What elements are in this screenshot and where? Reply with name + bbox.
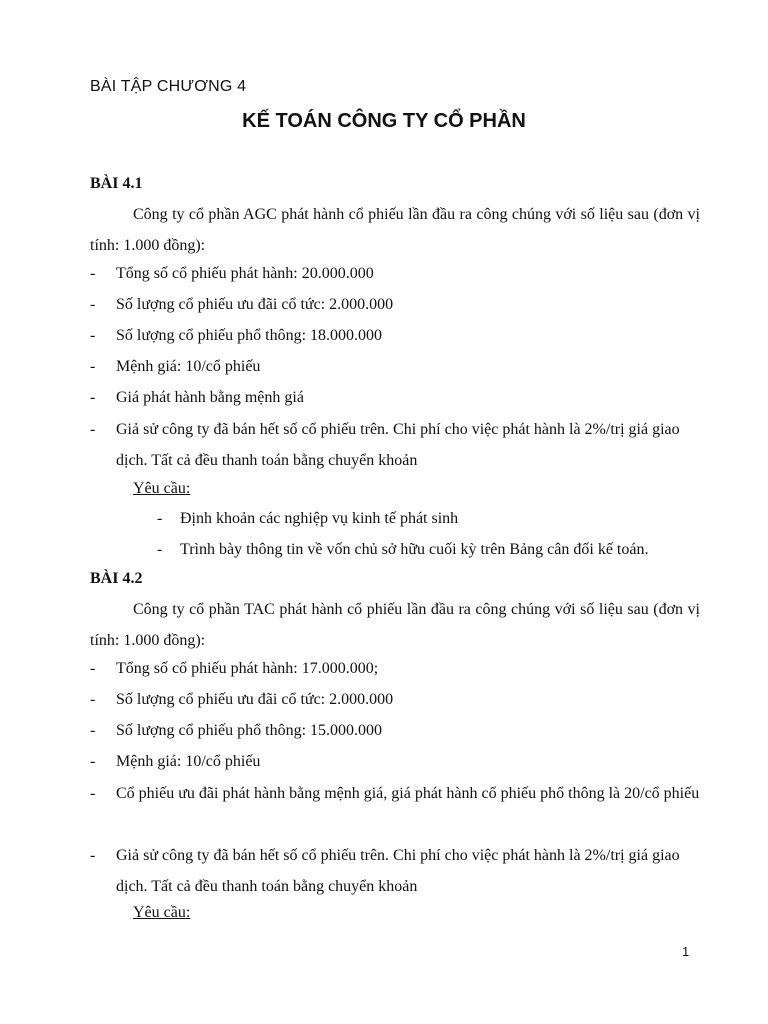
bullet-dash: - bbox=[90, 358, 96, 375]
list-item: - Số lượng cổ phiếu ưu đãi cổ tức: 2.000.000 bbox=[90, 684, 700, 715]
requirement-label-4-2: Yêu cầu: bbox=[133, 904, 191, 921]
list-item: - Tổng số cổ phiếu phát hành: 17.000.000; bbox=[90, 653, 700, 684]
bullet-dash: - bbox=[90, 722, 96, 739]
list-item: - Số lượng cổ phiếu ưu đãi cổ tức: 2.000.000 bbox=[90, 289, 700, 320]
bullet-dash: - bbox=[90, 296, 96, 313]
bullet-dash: - bbox=[90, 785, 96, 802]
document-title: KẾ TOÁN CÔNG TY CỔ PHẦN bbox=[242, 110, 526, 132]
section-heading-4-2: BÀI 4.2 bbox=[90, 570, 143, 587]
bullet-dash: - bbox=[90, 847, 96, 864]
bullet-dash: - bbox=[90, 753, 96, 770]
list-item: - Giá phát hành bằng mệnh giá bbox=[90, 382, 700, 413]
list-item: - Mệnh giá: 10/cổ phiếu bbox=[90, 746, 700, 777]
bullet-dash: - bbox=[90, 327, 96, 344]
requirement-item: - Trình bày thông tin về vốn chủ sở hữu cuối kỳ trên Bảng cân đối kế toán. bbox=[157, 534, 717, 565]
chapter-label: BÀI TẬP CHƯƠNG 4 bbox=[90, 78, 247, 95]
list-item: - Giả sử công ty đã bán hết số cổ phiếu trên. Chi phí cho việc phát hành là 2%/trị giá giao dịch. Tất cả đều thanh toán bằng chuyển khoản bbox=[90, 414, 700, 476]
section-intro-4-1: Công ty cổ phần AGC phát hành cổ phiếu lần đầu ra công chúng với số liệu sau (đơn vị tính: 1.000 đồng): bbox=[90, 206, 700, 254]
list-item: - Giả sử công ty đã bán hết số cổ phiếu trên. Chi phí cho việc phát hành là 2%/trị giá giao dịch. Tất cả đều thanh toán bằng chuyển khoản bbox=[90, 840, 700, 902]
section-heading-4-1: BÀI 4.1 bbox=[90, 175, 143, 192]
list-item: - Cổ phiếu ưu đãi phát hành bằng mệnh giá, giá phát hành cổ phiếu phổ thông là 20/cổ phiếu bbox=[90, 778, 700, 809]
bullet-dash: - bbox=[90, 421, 96, 438]
bullet-dash: - bbox=[90, 265, 96, 282]
list-item: - Mệnh giá: 10/cổ phiếu bbox=[90, 351, 700, 382]
list-item: - Tổng số cổ phiếu phát hành: 20.000.000 bbox=[90, 258, 700, 289]
requirement-label-4-1: Yêu cầu: bbox=[133, 480, 191, 497]
bullet-dash: - bbox=[90, 691, 96, 708]
bullet-dash: - bbox=[90, 389, 96, 406]
list-item: - Số lượng cổ phiếu phổ thông: 15.000.000 bbox=[90, 715, 700, 746]
bullet-dash: - bbox=[90, 660, 96, 677]
list-item: - Số lượng cổ phiếu phổ thông: 18.000.000 bbox=[90, 320, 700, 351]
bullet-dash: - bbox=[157, 541, 163, 558]
section-intro-4-2: Công ty cổ phần TAC phát hành cổ phiếu lần đầu ra công chúng với số liệu sau (đơn vị tính: 1.000 đồng): bbox=[90, 601, 700, 649]
page-number: 1 bbox=[682, 944, 690, 959]
requirement-item: - Định khoản các nghiệp vụ kinh tế phát sinh bbox=[157, 503, 717, 534]
bullet-dash: - bbox=[157, 510, 163, 527]
